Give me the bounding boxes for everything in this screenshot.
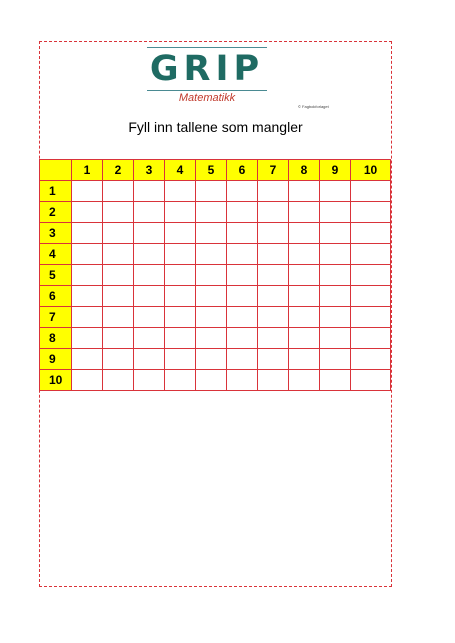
table-row: [40, 202, 391, 223]
logo-word: GRIP: [149, 49, 265, 89]
answer-cell[interactable]: [165, 223, 196, 244]
logo-rule-top: [147, 47, 267, 48]
answer-cell[interactable]: [289, 181, 320, 202]
answer-cell[interactable]: [227, 286, 258, 307]
grip-logo: [147, 47, 267, 109]
answer-cell[interactable]: [258, 244, 289, 265]
answer-cell[interactable]: [134, 328, 165, 349]
multiplication-grid: [39, 159, 391, 391]
table-row: [40, 349, 391, 370]
answer-cell[interactable]: [196, 181, 227, 202]
answer-cell[interactable]: [134, 223, 165, 244]
row-header: 6: [40, 286, 72, 307]
column-header: 6: [227, 160, 258, 181]
answer-cell[interactable]: [165, 181, 196, 202]
answer-cell[interactable]: [196, 286, 227, 307]
answer-cell[interactable]: [134, 265, 165, 286]
answer-cell[interactable]: [72, 202, 103, 223]
answer-cell[interactable]: [227, 265, 258, 286]
answer-cell[interactable]: [103, 349, 134, 370]
answer-cell[interactable]: [227, 181, 258, 202]
answer-cell[interactable]: [320, 181, 351, 202]
answer-cell[interactable]: [351, 265, 391, 286]
answer-cell[interactable]: [258, 286, 289, 307]
answer-cell[interactable]: [258, 370, 289, 391]
answer-cell[interactable]: [196, 244, 227, 265]
answer-cell[interactable]: [103, 370, 134, 391]
answer-cell[interactable]: [227, 202, 258, 223]
answer-cell[interactable]: [165, 265, 196, 286]
column-header: 8: [289, 160, 320, 181]
answer-cell[interactable]: [289, 328, 320, 349]
answer-cell[interactable]: [351, 328, 391, 349]
answer-cell[interactable]: [134, 307, 165, 328]
row-header: 8: [40, 328, 72, 349]
column-header: 10: [351, 160, 391, 181]
answer-cell[interactable]: [227, 328, 258, 349]
answer-cell[interactable]: [165, 307, 196, 328]
table-row: [40, 328, 391, 349]
answer-cell[interactable]: [103, 181, 134, 202]
answer-cell[interactable]: [289, 349, 320, 370]
answer-cell[interactable]: [196, 328, 227, 349]
answer-cell[interactable]: [320, 328, 351, 349]
column-header: 7: [258, 160, 289, 181]
answer-cell[interactable]: [320, 244, 351, 265]
table-row: [40, 223, 391, 244]
answer-cell[interactable]: [196, 202, 227, 223]
row-header: 4: [40, 244, 72, 265]
column-header: 5: [196, 160, 227, 181]
answer-cell[interactable]: [227, 244, 258, 265]
answer-cell[interactable]: [103, 202, 134, 223]
row-header: 10: [40, 370, 72, 391]
answer-cell[interactable]: [165, 370, 196, 391]
table-row: [40, 370, 391, 391]
column-header: 1: [72, 160, 103, 181]
answer-cell[interactable]: [72, 370, 103, 391]
answer-cell[interactable]: [72, 349, 103, 370]
answer-cell[interactable]: [289, 286, 320, 307]
answer-cell[interactable]: [72, 265, 103, 286]
answer-cell[interactable]: [320, 349, 351, 370]
answer-cell[interactable]: [72, 307, 103, 328]
row-header: 3: [40, 223, 72, 244]
row-header: 1: [40, 181, 72, 202]
answer-cell[interactable]: [227, 307, 258, 328]
worksheet-title: Fyll inn tallene som mangler: [128, 119, 303, 135]
answer-cell[interactable]: [320, 286, 351, 307]
answer-cell[interactable]: [103, 286, 134, 307]
answer-cell[interactable]: [103, 265, 134, 286]
answer-cell[interactable]: [320, 202, 351, 223]
answer-cell[interactable]: [72, 223, 103, 244]
answer-cell[interactable]: [351, 349, 391, 370]
column-header: 9: [320, 160, 351, 181]
answer-cell[interactable]: [351, 181, 391, 202]
corner-cell: [40, 160, 72, 181]
logo-subtitle: Matematikk: [178, 92, 236, 104]
answer-cell[interactable]: [351, 307, 391, 328]
answer-cell[interactable]: [351, 370, 391, 391]
answer-cell[interactable]: [289, 265, 320, 286]
answer-cell[interactable]: [134, 244, 165, 265]
column-header: 3: [134, 160, 165, 181]
answer-cell[interactable]: [320, 265, 351, 286]
answer-cell[interactable]: [196, 223, 227, 244]
answer-cell[interactable]: [258, 223, 289, 244]
answer-cell[interactable]: [165, 202, 196, 223]
answer-cell[interactable]: [258, 328, 289, 349]
answer-cell[interactable]: [227, 223, 258, 244]
answer-cell[interactable]: [258, 349, 289, 370]
answer-cell[interactable]: [320, 370, 351, 391]
answer-cell[interactable]: [103, 223, 134, 244]
answer-cell[interactable]: [165, 244, 196, 265]
answer-cell[interactable]: [289, 202, 320, 223]
answer-cell[interactable]: [289, 244, 320, 265]
answer-cell[interactable]: [289, 370, 320, 391]
table-row: [40, 181, 391, 202]
answer-cell[interactable]: [72, 244, 103, 265]
table-row: [40, 244, 391, 265]
answer-cell[interactable]: [258, 307, 289, 328]
column-header: 4: [165, 160, 196, 181]
answer-cell[interactable]: [196, 349, 227, 370]
answer-cell[interactable]: [134, 349, 165, 370]
answer-cell[interactable]: [103, 244, 134, 265]
answer-cell[interactable]: [289, 307, 320, 328]
answer-cell[interactable]: [134, 370, 165, 391]
answer-cell[interactable]: [351, 202, 391, 223]
answer-cell[interactable]: [196, 307, 227, 328]
header-row: [40, 160, 391, 181]
answer-cell[interactable]: [227, 370, 258, 391]
answer-cell[interactable]: [320, 307, 351, 328]
answer-cell[interactable]: [351, 286, 391, 307]
answer-cell[interactable]: [103, 328, 134, 349]
answer-cell[interactable]: [196, 265, 227, 286]
answer-cell[interactable]: [134, 181, 165, 202]
answer-cell[interactable]: [351, 244, 391, 265]
table-row: [40, 265, 391, 286]
table-row: [40, 307, 391, 328]
row-header: 5: [40, 265, 72, 286]
answer-cell[interactable]: [258, 181, 289, 202]
answer-cell[interactable]: [227, 349, 258, 370]
answer-cell[interactable]: [72, 328, 103, 349]
answer-cell[interactable]: [165, 286, 196, 307]
answer-cell[interactable]: [134, 286, 165, 307]
answer-cell[interactable]: [165, 349, 196, 370]
column-header: 2: [103, 160, 134, 181]
answer-cell[interactable]: [258, 202, 289, 223]
row-header: 2: [40, 202, 72, 223]
answer-cell[interactable]: [103, 307, 134, 328]
answer-cell[interactable]: [196, 370, 227, 391]
answer-cell[interactable]: [351, 223, 391, 244]
answer-cell[interactable]: [72, 286, 103, 307]
row-header: 7: [40, 307, 72, 328]
table-row: [40, 286, 391, 307]
answer-cell[interactable]: [165, 328, 196, 349]
copyright-notice: © Fagbokforlaget: [298, 104, 329, 109]
answer-cell[interactable]: [258, 265, 289, 286]
answer-cell[interactable]: [289, 223, 320, 244]
row-header: 9: [40, 349, 72, 370]
answer-cell[interactable]: [134, 202, 165, 223]
answer-cell[interactable]: [72, 181, 103, 202]
answer-cell[interactable]: [320, 223, 351, 244]
